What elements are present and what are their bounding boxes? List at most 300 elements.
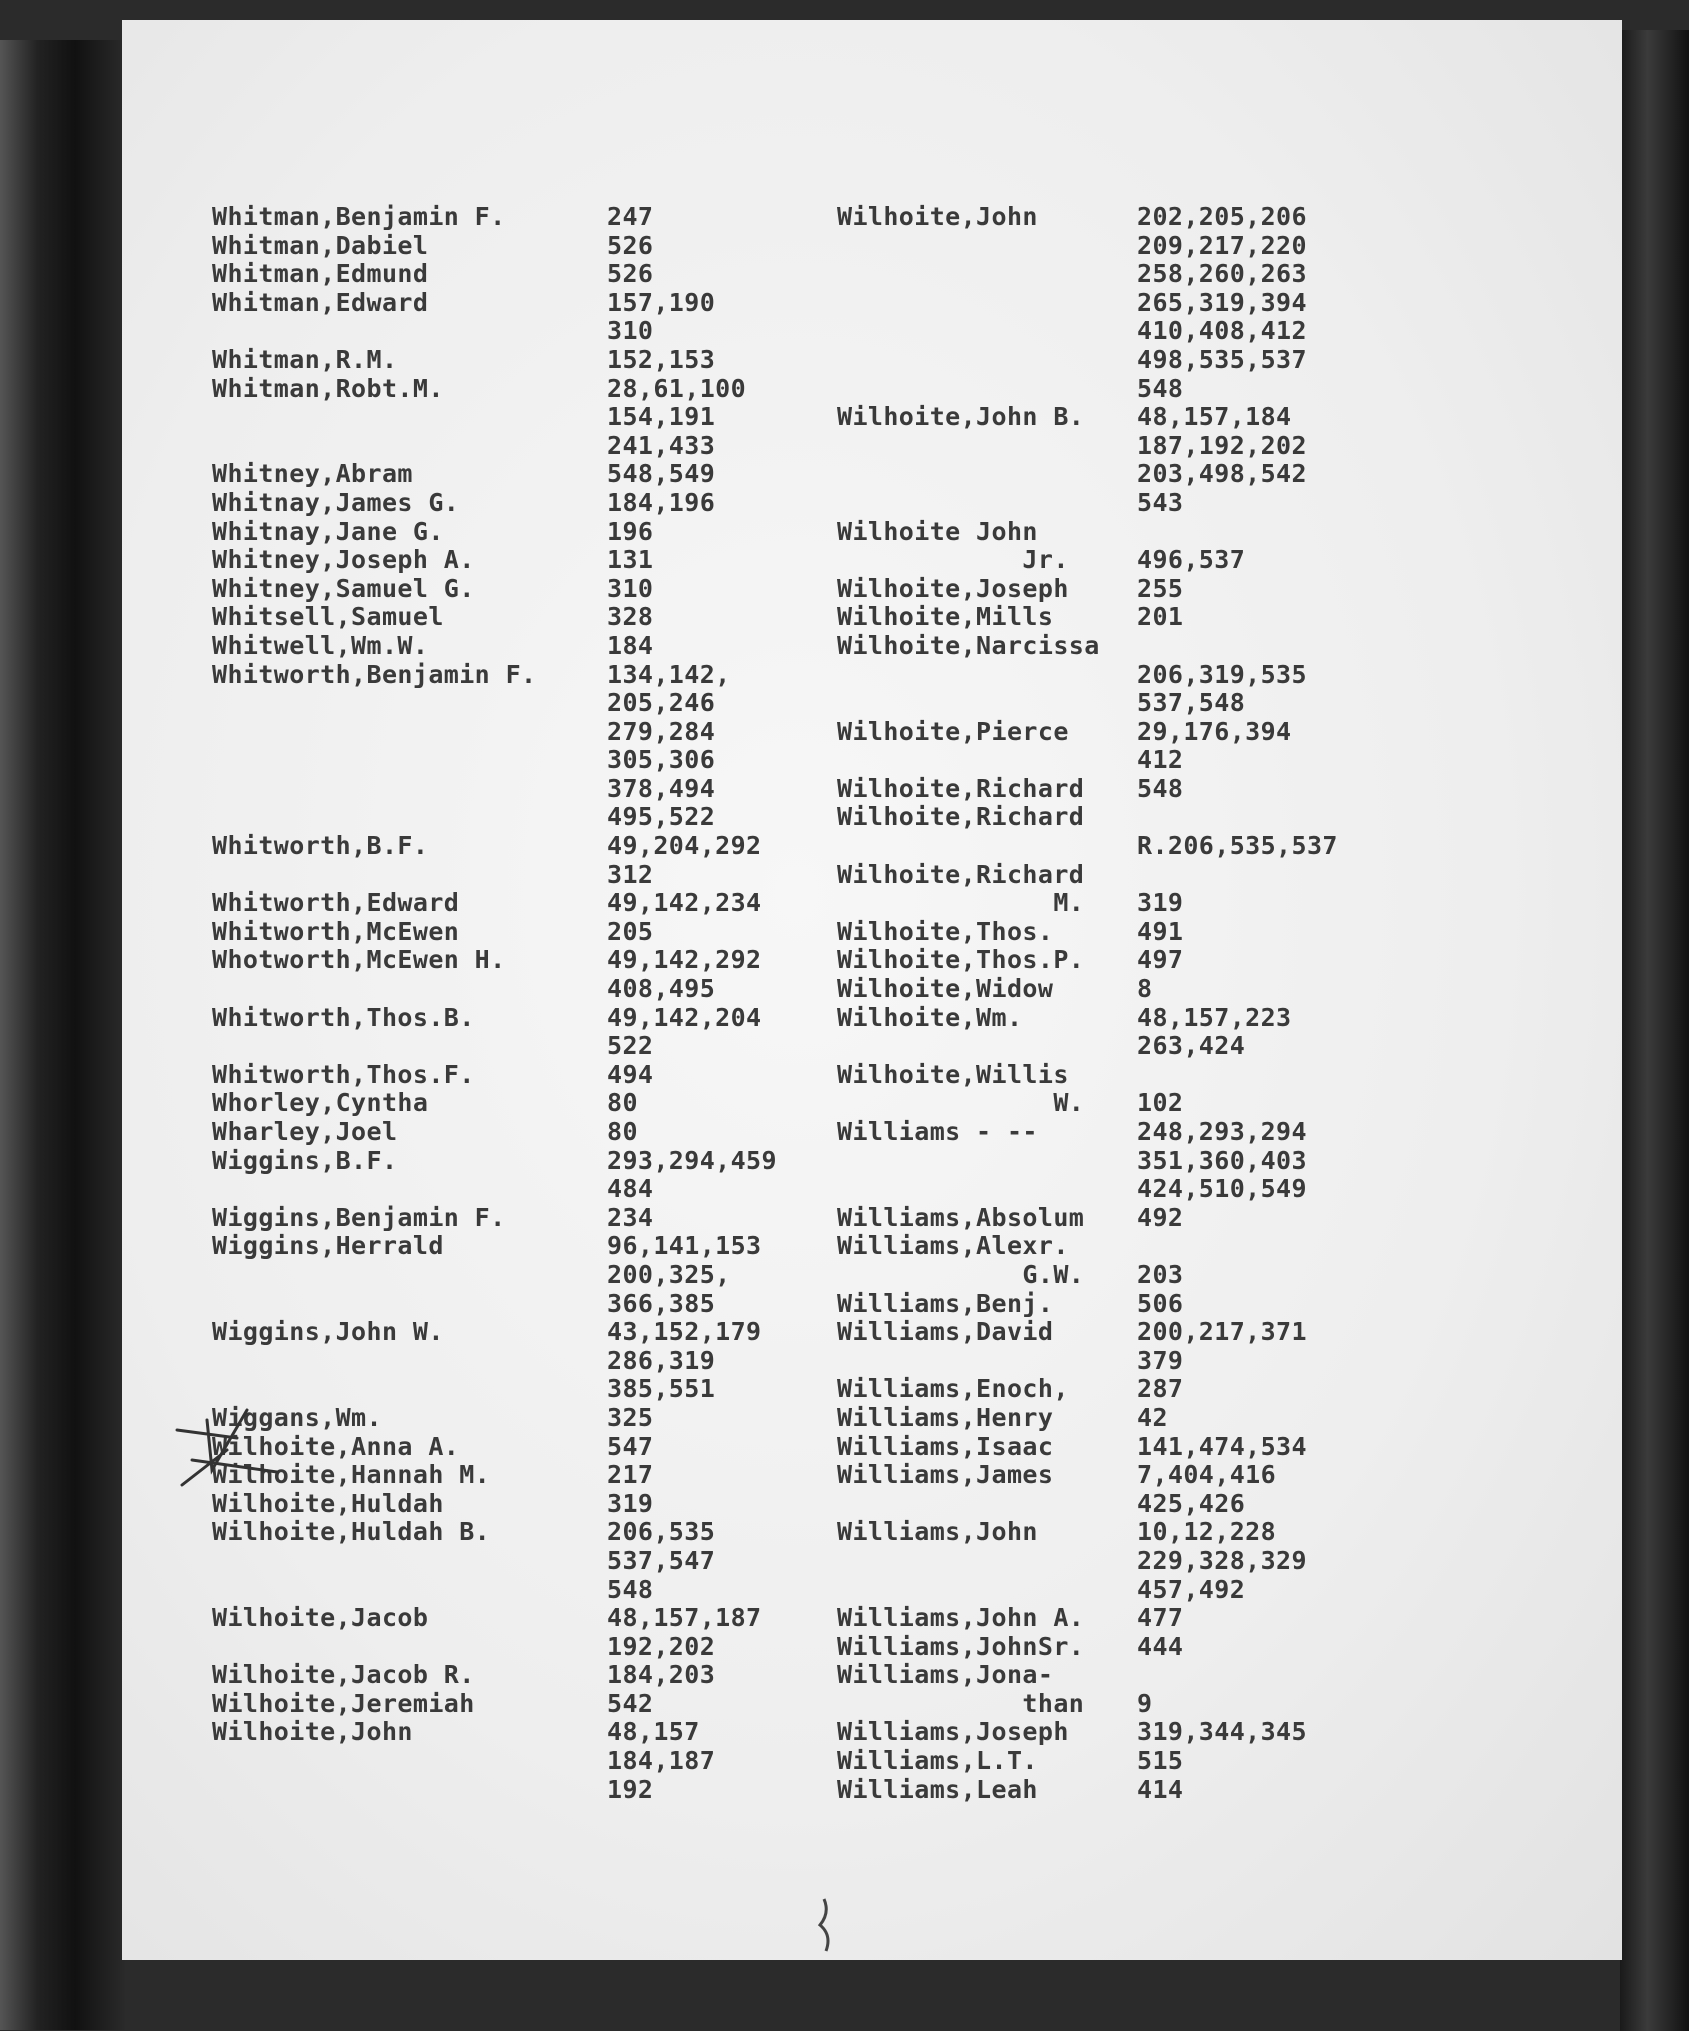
index-entry-pages: 29,176,394: [1137, 716, 1292, 746]
index-entry-pages: 410,408,412: [1137, 316, 1307, 346]
index-entry-name: [837, 1547, 1137, 1576]
index-entry-name: Wilhoite,Willis: [837, 1059, 1069, 1089]
index-entry-pages: 425,426: [1137, 1488, 1246, 1518]
index-entry-name: [212, 1633, 607, 1662]
index-entry-name: Wiggans,Wm.: [212, 1402, 382, 1432]
index-entry-pages: 205: [607, 916, 654, 946]
index-entry: [837, 1118, 1338, 1147]
index-entry-name: than: [837, 1688, 1085, 1718]
index-entry-pages: 537,547: [607, 1545, 716, 1575]
index-entry-name: Whitney,Abram: [212, 459, 413, 489]
index-entry: [212, 518, 777, 547]
index-entry: [212, 260, 777, 289]
index-entry-pages: 412: [1137, 745, 1184, 775]
index-entry: [837, 1290, 1338, 1319]
index-entry-pages: 548: [1137, 773, 1184, 803]
index-entry: [837, 603, 1338, 632]
index-entry: [837, 1375, 1338, 1404]
index-entry-name: [837, 746, 1137, 775]
index-entry: [837, 718, 1338, 747]
index-entry-pages: 192,202: [607, 1631, 716, 1661]
index-entry-pages: 217: [607, 1460, 654, 1490]
index-entry: [837, 975, 1338, 1004]
index-entry: [212, 1518, 777, 1547]
index-entry-pages: 378,494: [607, 773, 716, 803]
index-entry-name: Whitworth,B.F.: [212, 831, 429, 861]
index-entry: [837, 1147, 1338, 1176]
index-entry: [212, 232, 777, 261]
index-entry-pages: 201: [1137, 602, 1184, 632]
index-entry-name: Wilhoite John: [837, 516, 1038, 546]
index-entry-name: Wilhoite,Mills: [837, 602, 1054, 632]
index-entry-name: Whitman,Edward: [212, 287, 429, 317]
index-entry-name: Williams,Absolum: [837, 1202, 1085, 1232]
index-entry: [837, 1204, 1338, 1233]
index-entry-pages: 497: [1137, 945, 1184, 975]
index-entry-pages: 325: [607, 1402, 654, 1432]
index-entry: [212, 1261, 777, 1290]
index-entry: [837, 1690, 1338, 1719]
index-entry: [837, 1004, 1338, 1033]
index-entry: [212, 918, 777, 947]
index-entry-name: [212, 746, 607, 775]
index-entry: [837, 1318, 1338, 1347]
index-entry-pages: 202,205,206: [1137, 202, 1307, 231]
binder-edge-right: [1620, 30, 1689, 2031]
index-entry: [837, 803, 1338, 832]
index-entry-pages: 351,360,403: [1137, 1145, 1307, 1175]
index-entry-name: Wilhoite,Hannah M.: [212, 1460, 491, 1490]
index-entry-pages: 48,157,187: [607, 1603, 762, 1633]
index-entry-pages: 548: [1137, 373, 1184, 403]
index-entry-name: Williams,Isaac: [837, 1431, 1054, 1461]
index-entry-pages: 234: [607, 1202, 654, 1232]
index-entry: [212, 1004, 777, 1033]
index-column-right: [837, 203, 1338, 1804]
index-entry: [212, 1204, 777, 1233]
index-entry: [212, 861, 777, 890]
index-entry-name: Whitman,Dabiel: [212, 230, 429, 260]
index-entry-pages: 157,190: [607, 287, 716, 317]
index-entry-pages: 537,548: [1137, 688, 1246, 718]
index-entry: [837, 546, 1338, 575]
index-entry-pages: 496,537: [1137, 545, 1246, 575]
index-entry-name: Wiggins,Herrald: [212, 1231, 444, 1261]
index-entry-name: [212, 1290, 607, 1319]
index-entry-name: Wilhoite,Anna A.: [212, 1431, 460, 1461]
index-entry: [212, 489, 777, 518]
index-entry: [837, 489, 1338, 518]
index-entry: [837, 918, 1338, 947]
index-entry: [837, 432, 1338, 461]
index-entry-pages: 444: [1137, 1631, 1184, 1661]
index-entry-pages: 206,319,535: [1137, 659, 1307, 689]
index-entry-pages: 515: [1137, 1746, 1184, 1776]
index-entry-name: Whitney,Joseph A.: [212, 545, 475, 575]
index-entry: [837, 1061, 1338, 1090]
index-entry: [837, 1747, 1338, 1776]
index-entry-pages: 141,474,534: [1137, 1431, 1307, 1461]
index-entry: [837, 260, 1338, 289]
index-entry: [212, 289, 777, 318]
index-entry-name: Wiggins,John W.: [212, 1317, 444, 1347]
index-entry: [212, 1490, 777, 1519]
index-entry-pages: 192: [607, 1774, 654, 1804]
index-entry-name: Whitworth,Thos.B.: [212, 1002, 475, 1032]
index-entry-pages: 203: [1137, 1259, 1184, 1289]
index-entry: [212, 1147, 777, 1176]
index-entry-name: Wilhoite,Pierce: [837, 716, 1069, 746]
index-entry-pages: 184,187: [607, 1746, 716, 1776]
index-entry-name: Whitman,Robt.M.: [212, 373, 444, 403]
index-entry: [837, 1261, 1338, 1290]
index-entry-pages: 7,404,416: [1137, 1460, 1277, 1490]
index-entry-name: [837, 289, 1137, 318]
index-entry-pages: 526: [607, 259, 654, 289]
index-entry-pages: 102: [1137, 1088, 1184, 1118]
index-entry-pages: 49,142,234: [607, 888, 762, 918]
index-entry-pages: 408,495: [607, 974, 716, 1004]
index-entry-name: [212, 1347, 607, 1376]
index-entry-pages: 187,192,202: [1137, 430, 1307, 460]
index-entry: [212, 603, 777, 632]
index-entry-pages: 424,510,549: [1137, 1174, 1307, 1204]
index-entry-name: [837, 260, 1137, 289]
index-entry-name: Wilhoite,Jeremiah: [212, 1688, 475, 1718]
index-entry: [212, 1290, 777, 1319]
index-entry-pages: 414: [1137, 1774, 1184, 1804]
index-entry-pages: 457,492: [1137, 1574, 1246, 1604]
index-entry-pages: 312: [607, 859, 654, 889]
index-entry-pages: 263,424: [1137, 1031, 1246, 1061]
index-entry-pages: 526: [607, 230, 654, 260]
index-entry-name: [212, 403, 607, 432]
index-entry-name: Williams,Leah: [837, 1774, 1038, 1804]
index-entry: [212, 1461, 777, 1490]
index-entry-pages: 9: [1137, 1688, 1153, 1718]
index-entry-pages: 28,61,100: [607, 373, 747, 403]
index-entry: [837, 775, 1338, 804]
index-entry: [212, 889, 777, 918]
index-entry: [212, 1032, 777, 1061]
index-entry-pages: 548: [607, 1574, 654, 1604]
index-entry: [212, 317, 777, 346]
index-entry-name: [837, 1576, 1137, 1605]
index-entry-pages: 477: [1137, 1603, 1184, 1633]
index-entry-name: Wilhoite,Narcissa: [837, 630, 1100, 660]
index-entry-name: Whitsell,Samuel: [212, 602, 444, 632]
index-entry-name: Williams,David: [837, 1317, 1054, 1347]
index-entry: [212, 375, 777, 404]
index-entry-name: Wiggins,B.F.: [212, 1145, 398, 1175]
index-entry: [837, 1718, 1338, 1747]
index-entry-pages: 48,157,184: [1137, 402, 1292, 432]
index-entry: [212, 575, 777, 604]
index-entry: [212, 546, 777, 575]
index-entry-pages: 10,12,228: [1137, 1517, 1277, 1547]
index-entry-pages: 265,319,394: [1137, 287, 1307, 317]
index-entry-pages: 184,203: [607, 1660, 716, 1690]
index-entry-pages: 229,328,329: [1137, 1545, 1307, 1575]
index-entry-name: [212, 861, 607, 890]
index-entry-name: [837, 1175, 1137, 1204]
index-entry-pages: 247: [607, 202, 654, 231]
index-entry: [212, 632, 777, 661]
index-entry-name: [837, 432, 1137, 461]
index-entry-name: Williams,JohnSr.: [837, 1631, 1085, 1661]
index-entry: [837, 1490, 1338, 1519]
index-entry-pages: 293,294,459: [607, 1145, 777, 1175]
index-entry-name: Whitworth,McEwen: [212, 916, 460, 946]
index-entry-pages: 205,246: [607, 688, 716, 718]
index-entry-name: Wilhoite,Richard: [837, 773, 1085, 803]
index-entry-name: [837, 832, 1137, 861]
index-entry-pages: 200,325,: [607, 1259, 731, 1289]
index-entry-name: Wilhoite,Thos.: [837, 916, 1054, 946]
index-entry-name: Wilhoite,Huldah: [212, 1488, 444, 1518]
index-entry-name: Williams,L.T.: [837, 1746, 1038, 1776]
index-entry-pages: 134,142,: [607, 659, 731, 689]
index-entry-name: Williams - --: [837, 1117, 1038, 1146]
index-entry: [837, 832, 1338, 861]
index-entry-name: Williams,Jona-: [837, 1660, 1054, 1690]
index-entry: [837, 232, 1338, 261]
index-entry-name: Wiggins,Benjamin F.: [212, 1202, 506, 1232]
index-entry-pages: 80: [607, 1117, 638, 1146]
index-entry-name: Wilhoite,Jacob: [212, 1603, 429, 1633]
index-entry-name: Williams,Alexr.: [837, 1231, 1069, 1261]
index-entry: [837, 1232, 1338, 1261]
index-entry-name: Wilhoite,John B.: [837, 402, 1085, 432]
index-entry-name: Wilhoite,John: [837, 202, 1038, 231]
index-entry-pages: 203,498,542: [1137, 459, 1307, 489]
index-entry-name: Wilhoite,Joseph: [837, 573, 1069, 603]
index-entry-pages: 258,260,263: [1137, 259, 1307, 289]
index-entry: [837, 203, 1338, 232]
index-entry-name: [212, 718, 607, 747]
index-entry-name: [212, 1032, 607, 1061]
index-entry-name: [212, 1261, 607, 1290]
index-entry-name: Williams,James: [837, 1460, 1054, 1490]
index-entry-pages: 305,306: [607, 745, 716, 775]
index-entry-name: Williams,Joseph: [837, 1717, 1069, 1747]
index-entry-pages: 49,142,204: [607, 1002, 762, 1032]
index-entry: [837, 518, 1338, 547]
index-entry-name: Wilhoite,Richard: [837, 802, 1085, 832]
index-entry: [212, 1318, 777, 1347]
index-entry: [837, 1604, 1338, 1633]
index-entry-name: [212, 1175, 607, 1204]
index-entry: [837, 289, 1338, 318]
index-entry-name: Whitnay,James G.: [212, 487, 460, 517]
index-entry: [837, 317, 1338, 346]
index-entry: [837, 1347, 1338, 1376]
index-entry-pages: 279,284: [607, 716, 716, 746]
index-entry-pages: 255: [1137, 573, 1184, 603]
index-entry-pages: 184: [607, 630, 654, 660]
index-entry-pages: 241,433: [607, 430, 716, 460]
index-entry: [837, 1461, 1338, 1490]
index-entry-pages: 543: [1137, 487, 1184, 517]
index-entry-name: [837, 375, 1137, 404]
index-entry-name: Whitman,R.M.: [212, 344, 398, 374]
index-entry-pages: 131: [607, 545, 654, 575]
index-entry: [837, 689, 1338, 718]
index-entry: [212, 1633, 777, 1662]
index-entry-name: M.: [837, 888, 1085, 918]
index-entry-pages: 48,157: [607, 1717, 700, 1747]
index-entry-name: W.: [837, 1088, 1085, 1118]
index-entry-name: [837, 689, 1137, 718]
index-entry-name: [212, 775, 607, 804]
index-entry-name: [837, 1347, 1137, 1376]
index-entry-pages: 319,344,345: [1137, 1717, 1307, 1747]
index-entry-pages: 522: [607, 1031, 654, 1061]
index-entry-pages: 8: [1137, 974, 1153, 1004]
index-entry: [212, 661, 777, 690]
index-entry: [837, 1776, 1338, 1805]
index-entry-name: G.W.: [837, 1259, 1085, 1289]
index-entry: [837, 1576, 1338, 1605]
index-entry-name: [837, 489, 1137, 518]
index-entry-name: Williams,Benj.: [837, 1288, 1054, 1318]
index-entry: [212, 1347, 777, 1376]
index-entry-pages: 494: [607, 1059, 654, 1089]
index-entry-name: [212, 803, 607, 832]
index-entry-pages: 492: [1137, 1202, 1184, 1232]
pencil-check-mark: [167, 1400, 287, 1490]
index-entry-pages: 200,217,371: [1137, 1317, 1307, 1347]
index-entry: [212, 1747, 777, 1776]
index-entry-pages: 196: [607, 516, 654, 546]
index-entry: [212, 1604, 777, 1633]
index-entry: [212, 718, 777, 747]
index-entry: [837, 1433, 1338, 1462]
index-entry: [837, 403, 1338, 432]
index-entry-name: Wilhoite,Thos.P.: [837, 945, 1085, 975]
index-entry-name: [837, 460, 1137, 489]
index-entry: [837, 375, 1338, 404]
index-entry: [837, 946, 1338, 975]
index-entry-pages: 495,522: [607, 802, 716, 832]
index-entry-pages: 542: [607, 1688, 654, 1718]
index-entry-name: Whitwell,Wm.W.: [212, 630, 429, 660]
index-entry-pages: 319: [1137, 888, 1184, 918]
index-entry-name: Wilhoite,Richard: [837, 859, 1085, 889]
index-entry: [837, 1404, 1338, 1433]
index-entry: [212, 1661, 777, 1690]
index-entry: [837, 1661, 1338, 1690]
index-entry: [212, 432, 777, 461]
index-entry-pages: 248,293,294: [1137, 1117, 1307, 1146]
index-entry-pages: 42: [1137, 1402, 1168, 1432]
index-entry-name: Wilhoite,John: [212, 1717, 413, 1747]
index-entry-name: Williams,Henry: [837, 1402, 1054, 1432]
index-entry-name: [212, 1547, 607, 1576]
index-entry-pages: 209,217,220: [1137, 230, 1307, 260]
index-entry: [837, 1089, 1338, 1118]
index-entry: [837, 346, 1338, 375]
index-entry-pages: 154,191: [607, 402, 716, 432]
index-entry-name: Whitman,Benjamin F.: [212, 202, 506, 231]
index-entry-pages: 385,551: [607, 1374, 716, 1404]
index-entry-name: Wharley,Joel: [212, 1117, 398, 1146]
index-entry-pages: 379: [1137, 1345, 1184, 1375]
index-entry-pages: 328: [607, 602, 654, 632]
index-entry-name: [212, 689, 607, 718]
index-entry: [212, 1375, 777, 1404]
index-entry-name: [837, 346, 1137, 375]
index-entry: [837, 1032, 1338, 1061]
index-entry: [212, 689, 777, 718]
index-entry: [837, 1518, 1338, 1547]
index-entry-name: Whorley,Cyntha: [212, 1088, 429, 1118]
index-entry-name: [212, 1776, 607, 1805]
index-entry-name: [837, 1490, 1137, 1519]
index-entry-name: Whitworth,Benjamin F.: [212, 659, 537, 689]
index-entry-pages: 319: [607, 1488, 654, 1518]
index-entry-pages: 547: [607, 1431, 654, 1461]
index-entry: [212, 746, 777, 775]
index-entry: [837, 1547, 1338, 1576]
index-entry-name: [837, 1147, 1137, 1176]
index-entry-pages: 152,153: [607, 344, 716, 374]
index-entry-name: Wilhoite,Huldah B.: [212, 1517, 491, 1547]
binder-edge-left: [0, 40, 125, 2030]
index-entry: [212, 460, 777, 489]
index-entry-name: Whitworth,Edward: [212, 888, 460, 918]
index-entry-pages: 484: [607, 1174, 654, 1204]
index-entry: [212, 1232, 777, 1261]
index-entry: [837, 460, 1338, 489]
index-entry: [837, 746, 1338, 775]
index-entry-pages: 49,204,292: [607, 831, 762, 861]
index-entry-pages: 43,152,179: [607, 1317, 762, 1347]
index-entry-name: Whitman,Edmund: [212, 259, 429, 289]
pencil-scratch-mark: [812, 1895, 842, 1955]
index-entry-pages: 491: [1137, 916, 1184, 946]
index-entry: [212, 1404, 777, 1433]
index-entry: [837, 632, 1338, 661]
index-entry: [212, 1776, 777, 1805]
index-entry-name: [212, 975, 607, 1004]
index-entry-pages: 287: [1137, 1374, 1184, 1404]
index-column-left: [212, 203, 777, 1804]
index-entry: [837, 1175, 1338, 1204]
index-entry-name: Whitney,Samuel G.: [212, 573, 475, 603]
index-entry-pages: 366,385: [607, 1288, 716, 1318]
index-entry-name: [837, 1032, 1137, 1061]
index-entry: [212, 203, 777, 232]
index-entry: [837, 575, 1338, 604]
index-entry-pages: 48,157,223: [1137, 1002, 1292, 1032]
index-entry-pages: 286,319: [607, 1345, 716, 1375]
index-entry-pages: 184,196: [607, 487, 716, 517]
index-entry: [212, 346, 777, 375]
index-entry: [212, 1089, 777, 1118]
index-entry-name: Wilhoite,Jacob R.: [212, 1660, 475, 1690]
index-entry-pages: 80: [607, 1088, 638, 1118]
index-entry-pages: R.206,535,537: [1137, 831, 1338, 861]
index-entry-pages: 506: [1137, 1288, 1184, 1318]
index-entry: [212, 1576, 777, 1605]
index-entry: [212, 1718, 777, 1747]
index-entry: [212, 975, 777, 1004]
index-entry-name: [837, 661, 1137, 690]
index-entry: [212, 1547, 777, 1576]
index-entry-name: Whitworth,Thos.F.: [212, 1059, 475, 1089]
index-entry-name: [837, 232, 1137, 261]
